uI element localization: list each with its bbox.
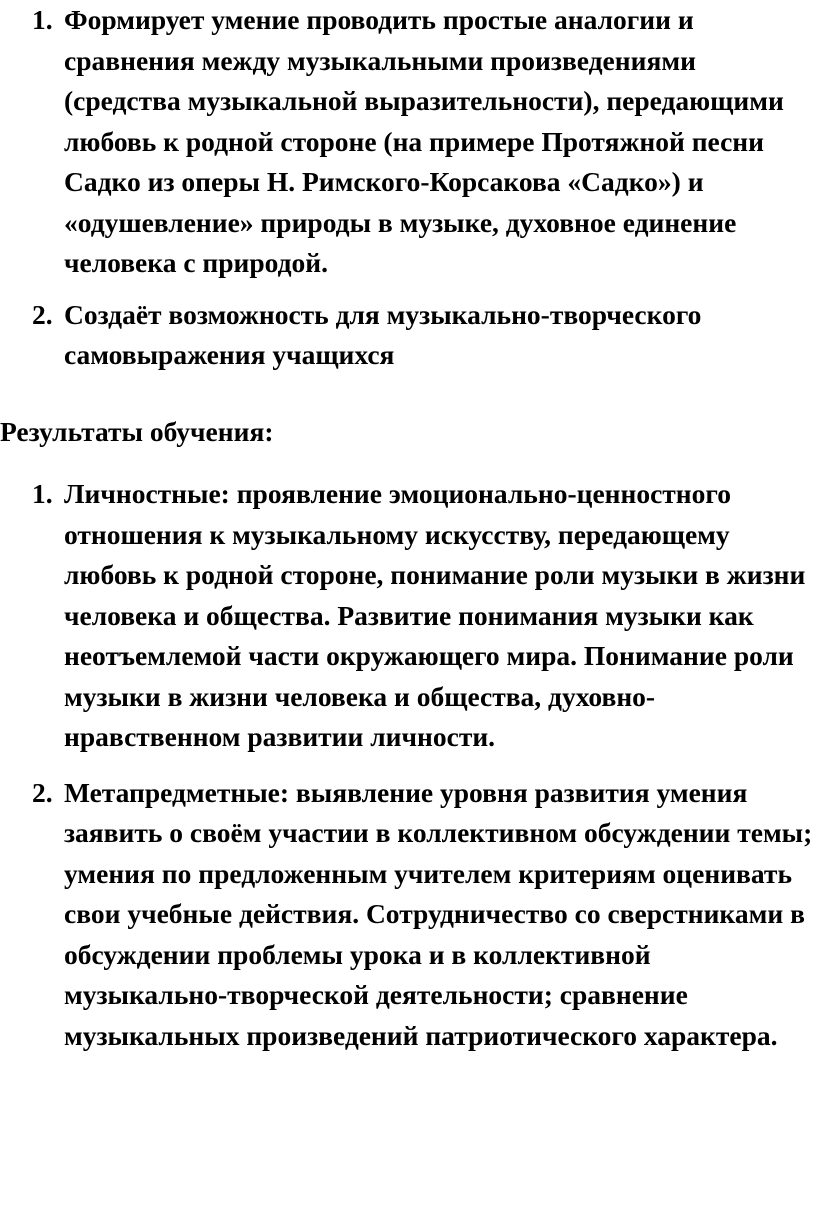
list-item-text: Формирует умение проводить простые аналогии и сравнения между музыкальными произведениями (средства музыкальной выразительности), передающими любовь к родной стороне (на примере Протяжной песни Садко из оперы Н. Римского-Корсакова «Садко») и «одушевление» природы в музыке, духовное единение человека с природой. xyxy=(64,4,784,278)
list-item xyxy=(0,773,816,1057)
results-heading: Результаты обучения: xyxy=(0,416,274,447)
list-item xyxy=(0,295,816,376)
goals-list xyxy=(0,0,816,376)
list-item-text: Создаёт возможность для музыкально-творческого самовыражения учащихся xyxy=(64,298,702,370)
list-item xyxy=(0,0,816,284)
list-item-number: 2. xyxy=(32,298,53,330)
list-item-number: 2. xyxy=(32,776,53,808)
list-item-number: 1. xyxy=(32,478,53,509)
list-item-text: Личностные: проявление эмоционально-ценностного отношения к музыкальному искусству, передающему любовь к родной стороне, понимание роли музыки в жизни человека и общества. Развитие понимания музыки как неотъемлемой части окружающего мира. Понимание роли музыки в жизни человека и общества, духовно-нравственном развитии личности. xyxy=(64,478,806,752)
list-item xyxy=(0,474,816,758)
results-list xyxy=(0,474,816,1056)
list-item-number: 1. xyxy=(32,4,53,35)
list-item-text: Метапредметные: выявление уровня развития умения заявить о своём участии в коллективном обсуждении темы; умения по предложенным учителем критериям оценивать свои учебные действия. Сотрудничество со сверстниками в обсуждении проблемы урока и в коллективной музыкально-творческой деятельности; сравнение музыкальных произведений патриотического характера. xyxy=(64,776,813,1051)
